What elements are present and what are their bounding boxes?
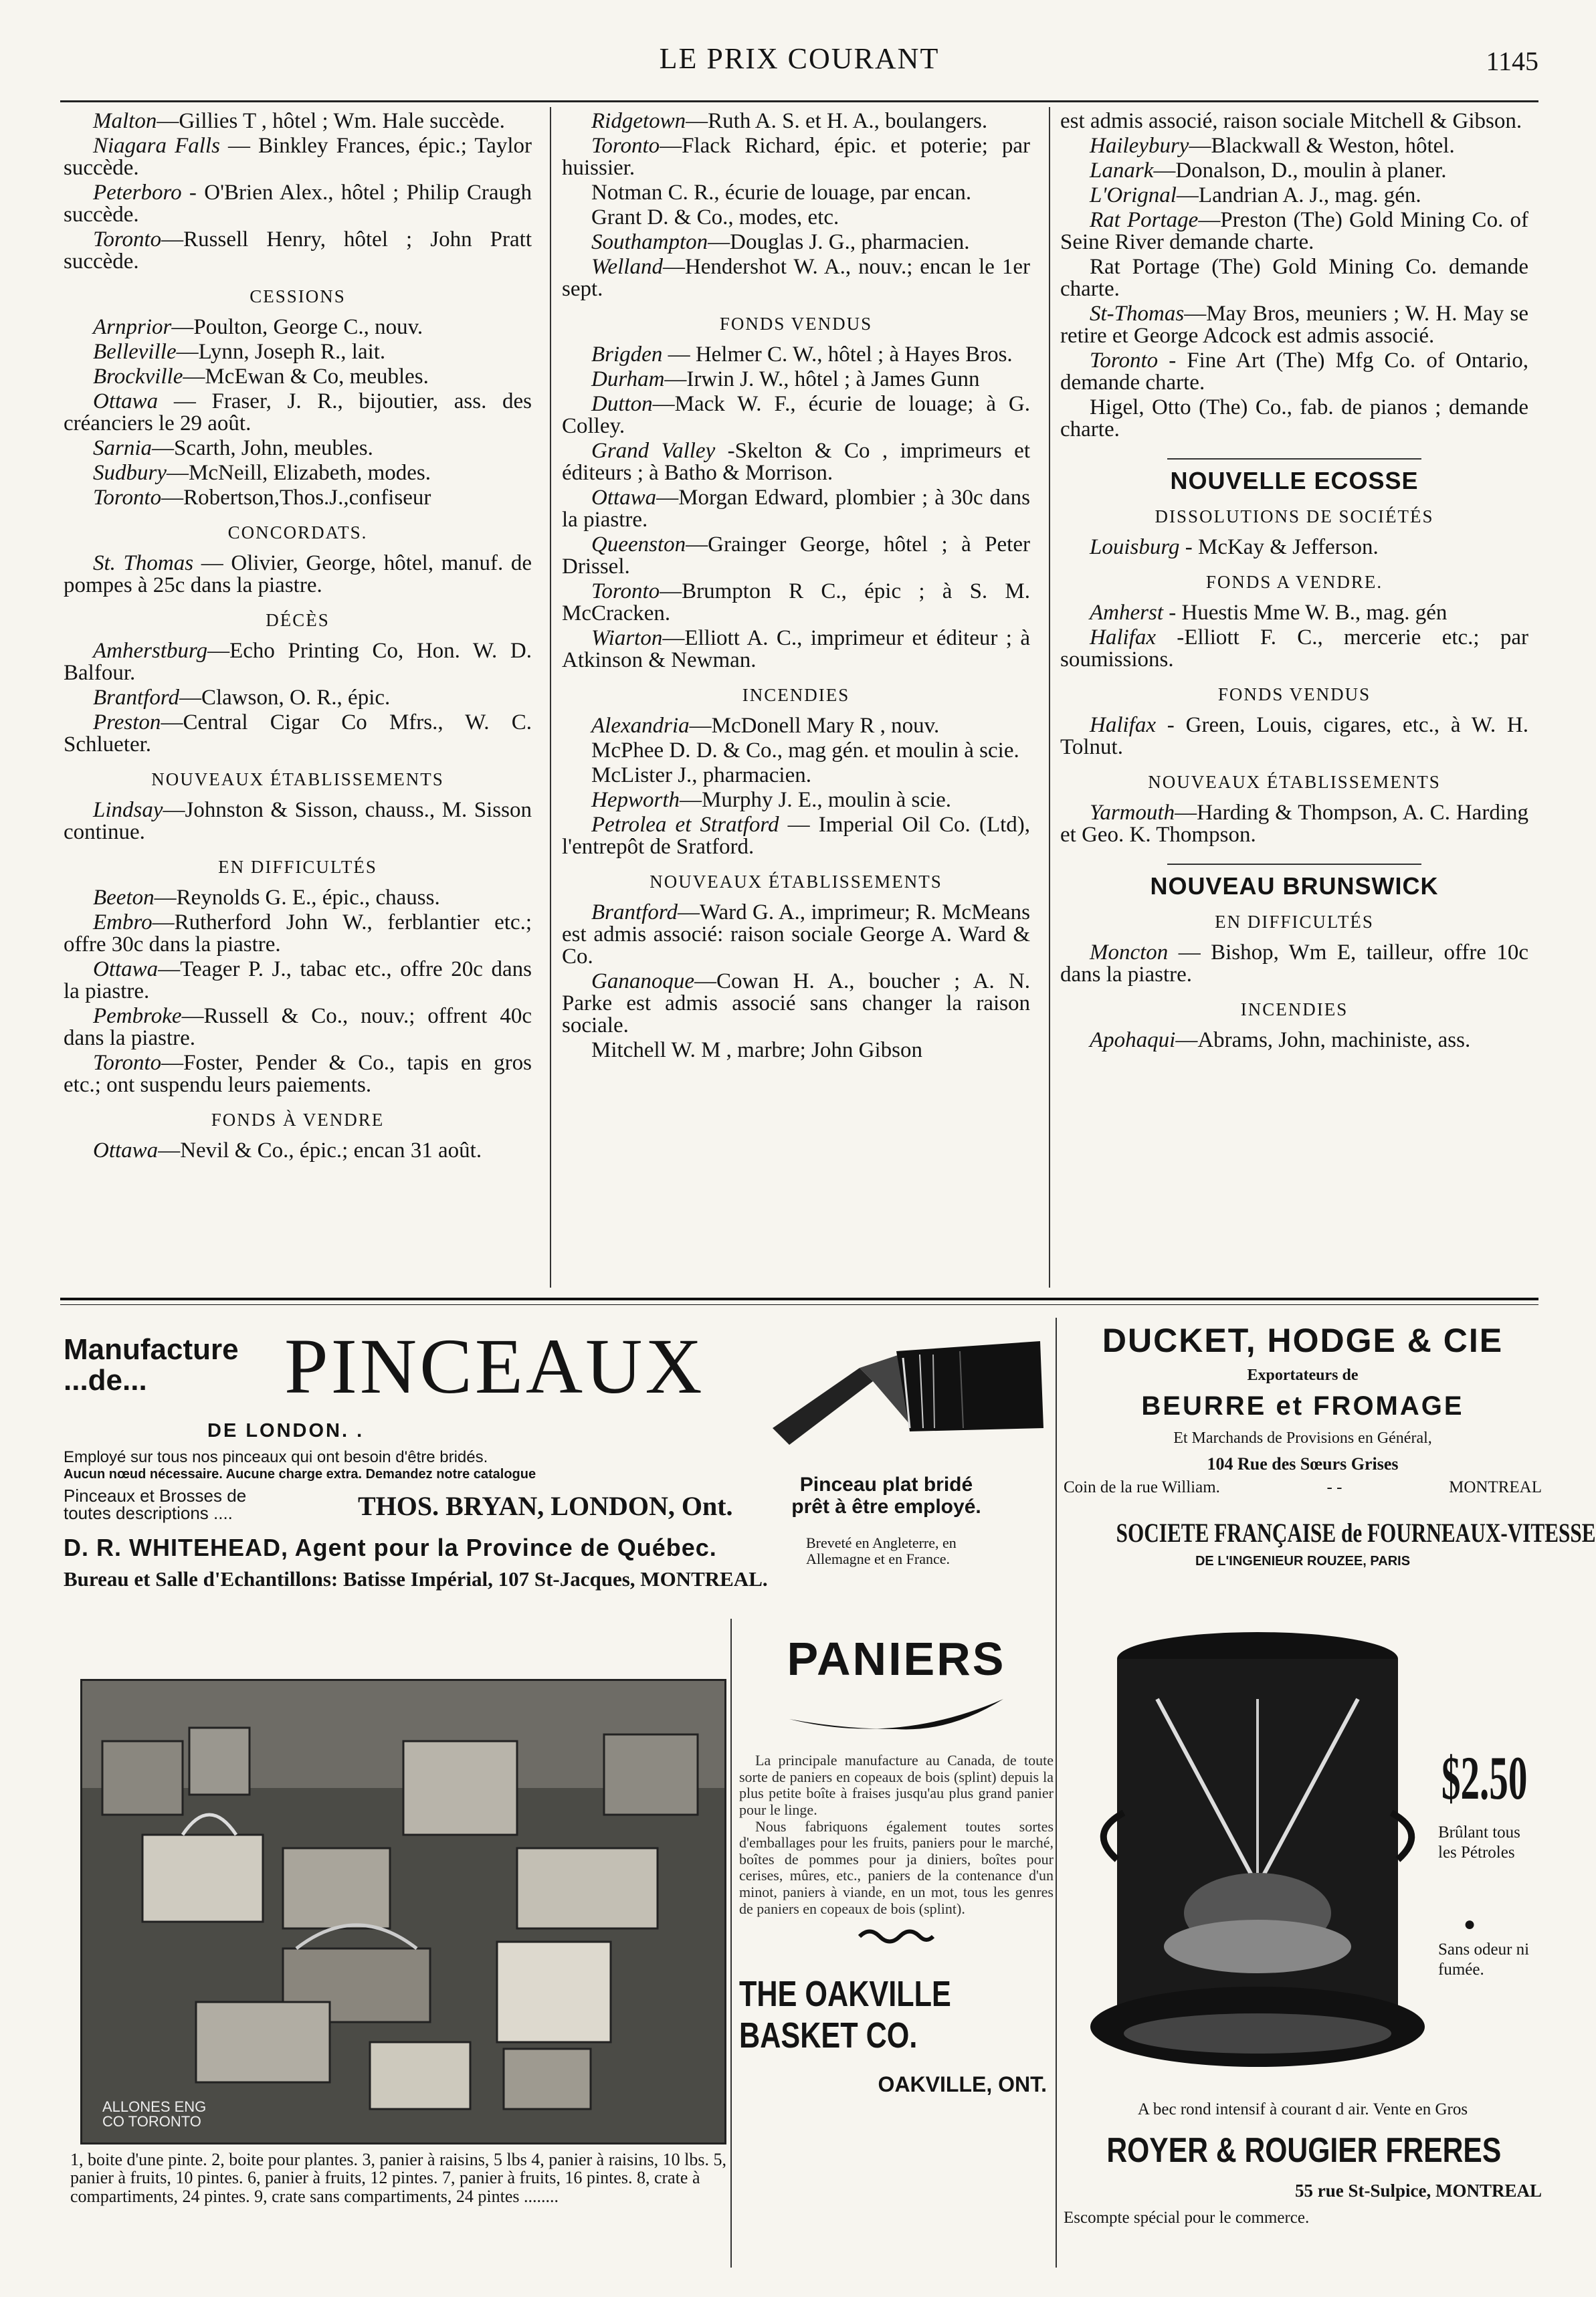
place-name: Louisburg	[1090, 535, 1180, 559]
pinceaux-line3b: toutes descriptions ....	[64, 1503, 233, 1523]
ad-divider	[1056, 1318, 1057, 2268]
province-heading-text: NOUVELLE ECOSSE	[1170, 467, 1419, 494]
notice-entry	[562, 344, 1030, 366]
notice-text: —May Bros, meuniers ; W. H. May se retire et George Adcock est admis associé.	[1060, 302, 1528, 348]
place-name: Ottawa	[93, 1138, 159, 1163]
photo-credit: ALLONES ENG CO TORONTO	[102, 2098, 207, 2130]
stove-feature1: Brûlant tous les Pétroles	[1438, 1823, 1520, 1862]
section-heading: EN DIFFICULTÉS	[218, 857, 377, 877]
london-label: DE LONDON. .	[207, 1420, 365, 1441]
notice-entry	[64, 1005, 532, 1050]
place-name: Gananoque	[591, 969, 694, 993]
place-name: St. Thomas	[93, 551, 194, 575]
place-name: Wiarton	[591, 626, 663, 650]
place-name: Arnprior	[93, 315, 172, 339]
brush-caption	[746, 1474, 1027, 1518]
paniers-text2: Nous fabriquons également toutes sortes d'emballages pour les fruits, paniers pour le marché, boîtes de pommes pour ja diniers, boîtes pour cerises, mûres, etc., paniers de la contenance d'un minot, paniers à viande, en un mot, tous les genres de paniers en copeaux de bois (splint).	[739, 1817, 1054, 1917]
notice-entry	[562, 902, 1030, 968]
notice-entry	[64, 391, 532, 435]
notice-entry	[562, 231, 1030, 254]
place-name: L'Orignal	[1090, 183, 1177, 207]
notice-entry	[64, 110, 532, 132]
place-name: Toronto	[93, 486, 162, 510]
plat-line2: prêt à être employé.	[791, 1496, 981, 1518]
place-name: Grand Valley	[591, 439, 716, 463]
notice-text: —Poulton, George C., nouv.	[171, 315, 423, 339]
societe-title: SOCIETE FRANÇAISE de FOURNEAUX-VITESSE	[1116, 1518, 1596, 1548]
section-heading: CESSIONS	[250, 286, 346, 306]
notice-entry	[562, 740, 1030, 762]
place-name: Toronto	[591, 134, 660, 158]
place-name: Niagara Falls	[93, 134, 220, 158]
notice-text: —McNeill, Elizabeth, modes.	[167, 461, 431, 485]
place-name: Durham	[591, 367, 665, 391]
company-line1: THE OAKVILLE	[739, 1974, 951, 2015]
heading-rule	[1167, 458, 1421, 460]
place-name: Lindsay	[93, 798, 163, 822]
column-divider	[1049, 107, 1050, 1288]
place-name: Beeton	[93, 886, 155, 910]
notice-text: —Johnston & Sisson, chauss., M. Sisson continue.	[64, 798, 532, 844]
notice-text: —Robertson,Thos.J.,confiseur	[161, 486, 431, 510]
place-name: St-Thomas	[1090, 302, 1185, 326]
section-heading: FONDS VENDUS	[1217, 684, 1371, 704]
notice-entry	[64, 462, 532, 484]
notice-text: McLister J., pharmacien.	[591, 763, 811, 787]
de-label: ...de...	[64, 1364, 147, 1397]
place-name: Lanark	[1090, 159, 1154, 183]
notice-entry	[562, 765, 1030, 787]
place-name: Toronto	[93, 1051, 162, 1075]
notice-text: — Imperial Oil Co. (Ltd), l'entrepôt de Sratford.	[562, 813, 1030, 859]
notice-entry	[562, 971, 1030, 1037]
ad-royer-rougier	[1064, 1632, 1542, 2268]
place-name: Ottawa	[591, 486, 657, 510]
notice-entry	[1060, 397, 1528, 441]
place-name: Malton	[93, 110, 157, 133]
column-left	[64, 110, 532, 1288]
place-name: Sarnia	[93, 436, 153, 460]
notice-text: — Binkley Frances, épic.; Taylor succède.	[64, 134, 532, 180]
notice-text: —Blackwall & Weston, hôtel.	[1189, 134, 1455, 158]
ads-separator	[60, 1298, 1538, 1300]
section-heading: INCENDIES	[1240, 999, 1349, 1019]
section-heading: EN DIFFICULTÉS	[1215, 912, 1374, 932]
bec-line: A bec rond intensif à courant d air. Vente en Gros	[1137, 2100, 1468, 2118]
notice-entry	[64, 687, 532, 709]
place-name: Brantford	[93, 686, 179, 710]
notice-entry	[64, 1140, 532, 1162]
notice-entry	[562, 182, 1030, 204]
notice-text: — Helmer C. W., hôtel ; à Hayes Bros.	[662, 342, 1013, 367]
notice-text: —Flack Richard, épic. et poterie; par huissier.	[562, 134, 1030, 180]
notice-entry	[1060, 209, 1528, 254]
notice-entry	[64, 229, 532, 273]
bullet-dot: ●	[1464, 1913, 1476, 1935]
notice-entry	[64, 487, 532, 509]
notice-entry	[64, 135, 532, 179]
notice-entry	[64, 553, 532, 597]
notice-entry	[64, 959, 532, 1003]
agent-line: D. R. WHITEHEAD, Agent pour la Province de Québec.	[64, 1534, 717, 1561]
notice-text: —McEwan & Co, meubles.	[183, 365, 429, 389]
notice-entry	[1060, 350, 1528, 394]
place-name: Embro	[93, 910, 153, 934]
section-heading: NOUVEAUX ÉTABLISSEMENTS	[151, 769, 444, 789]
pinceaux-line1: Employé sur tous nos pinceaux qui ont besoin d'être bridés.	[64, 1448, 488, 1466]
brevet-note	[806, 1535, 957, 1567]
notice-text: — Bishop, Wm E, tailleur, offre 10c dans la piastre.	[1060, 940, 1528, 987]
notice-text: - Fine Art (The) Mfg Co. of Ontario, demande charte.	[1060, 348, 1528, 395]
notice-text: - Huestis Mme W. B., mag. gén	[1163, 601, 1448, 625]
ad-pinceaux-manufacture	[64, 1334, 239, 1396]
notice-entry	[1060, 1029, 1528, 1052]
ad-paniers	[739, 1632, 1054, 2268]
ad-divider	[730, 1619, 732, 2268]
notice-entry	[562, 110, 1030, 132]
notice-text: - Green, Louis, cigares, etc., à W. H. Tolnut.	[1060, 713, 1528, 759]
journal-title: LE PRIX COURANT	[659, 42, 940, 75]
oakville-city: OAKVILLE, ONT.	[878, 2072, 1047, 2097]
ad-pinceaux	[64, 1321, 1047, 1609]
notice-entry	[562, 581, 1030, 625]
notice-entry	[1060, 602, 1528, 624]
notice-text: est admis associé, raison sociale Mitchell & Gibson.	[1060, 110, 1522, 133]
header-rule	[60, 100, 1538, 102]
notice-entry	[562, 135, 1030, 179]
notice-entry	[64, 640, 532, 684]
notice-text: Notman C. R., écurie de louage, par encan.	[591, 181, 972, 205]
escompte-line: Escompte spécial pour le commerce.	[1064, 2209, 1310, 2227]
place-name: Yarmouth	[1090, 801, 1175, 825]
page-number: 1145	[1486, 46, 1538, 76]
notice-entry	[562, 627, 1030, 672]
pinceaux-title: PINCEAUX	[284, 1322, 705, 1410]
royer-address: 55 rue St-Sulpice, MONTREAL	[1294, 2181, 1542, 2201]
baskets-photo	[80, 1679, 726, 2144]
notice-entry	[1060, 942, 1528, 986]
notice-text: —Landrian A. J., mag. gén.	[1176, 183, 1421, 207]
page-header	[60, 41, 1538, 88]
notice-entry	[562, 369, 1030, 391]
notice-text: —Gillies T , hôtel ; Wm. Hale succède.	[157, 110, 505, 133]
notice-text: —Elliott A. C., imprimeur et éditeur ; à Atkinson & Newman.	[562, 626, 1030, 672]
notice-text: Grant D. & Co., modes, etc.	[591, 205, 839, 229]
notice-entry	[1060, 256, 1528, 300]
notice-entry	[562, 440, 1030, 484]
notice-entry	[562, 393, 1030, 437]
notice-text: - O'Brien Alex., hôtel ; Philip Craugh succède.	[64, 181, 532, 227]
notice-entry	[562, 207, 1030, 229]
ornament	[856, 1926, 936, 1946]
heading-rule	[1167, 864, 1421, 865]
province-heading	[1060, 864, 1528, 898]
bureau-line: Bureau et Salle d'Echantillons: Batisse Impérial, 107 St-Jacques, MONTREAL.	[64, 1567, 768, 1591]
notice-entry	[562, 789, 1030, 811]
notice-entry	[64, 366, 532, 388]
price-tag: $2.50	[1441, 1744, 1528, 1812]
city-label: MONTREAL	[1449, 1478, 1542, 1496]
place-name: Brigden	[591, 342, 663, 367]
baskets-illustration	[82, 1681, 724, 2142]
notice-entry	[64, 182, 532, 226]
notice-entry	[1060, 802, 1528, 846]
ducket-title: DUCKET, HODGE & CIE	[1102, 1322, 1504, 1359]
column-divider	[550, 107, 551, 1288]
notice-text: -Skelton & Co , imprimeurs et éditeurs ; à Batho & Morrison.	[562, 439, 1030, 485]
place-name: Queenston	[591, 532, 686, 557]
section-heading: FONDS À VENDRE	[211, 1110, 385, 1130]
notice-entry	[1060, 627, 1528, 671]
notice-entry	[64, 437, 532, 460]
notice-text: —Nevil & Co., épic.; encan 31 août.	[158, 1138, 482, 1163]
column-right	[1060, 110, 1528, 1288]
place-name: Sudbury	[93, 461, 167, 485]
ads-separator-thin	[60, 1304, 1538, 1305]
beurre-fromage-label: BEURRE et FROMAGE	[1141, 1391, 1464, 1421]
place-name: Rat Portage	[1090, 208, 1199, 232]
maker-name: THOS. BRYAN, LONDON, Ont.	[358, 1491, 733, 1521]
place-name: Brantford	[591, 900, 678, 924]
notice-text: —Douglas J. G., pharmacien.	[708, 230, 970, 254]
place-name: Moncton	[1090, 940, 1169, 965]
notice-text: —Harding & Thompson, A. C. Harding et Geo. K. Thompson.	[1060, 801, 1528, 847]
place-name: Petrolea et Stratford	[591, 813, 779, 837]
province-heading	[1060, 458, 1528, 493]
photo-caption: 1, boite d'une pinte. 2, boite pour plantes. 3, panier à raisins, 5 lbs 4, panier à raisins, 10 lbs. 5, panier à fruits, 10 pintes. 6, panier à fruits, 12 pintes. 7, panier à fruits, 16 pintes. 8, crate à compartiments, 24 pintes. 9, crate sans compartiments, 24 pintes ........	[70, 2150, 726, 2206]
place-name: Amherst	[1090, 601, 1163, 625]
notice-text: —Brumpton R C., épic ; à S. M. McCracken.	[562, 579, 1030, 625]
column-middle	[562, 110, 1030, 1288]
notice-entry	[64, 341, 532, 363]
paniers-title: PANIERS	[787, 1633, 1006, 1685]
notice-entry	[1060, 160, 1528, 182]
place-name: Apohaqui	[1090, 1028, 1176, 1052]
pinceaux-line2: Aucun nœud nécessaire. Aucune charge extra. Demandez notre catalogue	[64, 1467, 536, 1482]
place-name: Alexandria	[591, 714, 690, 738]
section-heading: DISSOLUTIONS DE SOCIÉTÉS	[1155, 506, 1434, 526]
notice-text: —Donalson, D., moulin à planer.	[1153, 159, 1447, 183]
place-name: Southampton	[591, 230, 708, 254]
notice-entry	[562, 715, 1030, 737]
notice-text: —Ward G. A., imprimeur; R. McMeans est admis associé: raison sociale George A. Ward & Co.	[562, 900, 1030, 969]
brevet-line1: Breveté en Angleterre, en	[806, 1534, 957, 1551]
dash-separator: - -	[1326, 1478, 1342, 1496]
notice-text: —Morgan Edward, plombier ; à 30c dans la piastre.	[562, 486, 1030, 532]
place-name: Pembroke	[93, 1004, 182, 1028]
province-heading-text: NOUVEAU BRUNSWICK	[1150, 872, 1439, 900]
notice-entry	[1060, 110, 1528, 132]
notice-text: —Cowan H. A., boucher ; A. N. Parke est admis associé sans changer la raison sociale.	[562, 969, 1030, 1037]
notice-text: —Murphy J. E., moulin à scie.	[680, 788, 952, 812]
section-heading: FONDS A VENDRE.	[1205, 572, 1383, 592]
place-name: Brockville	[93, 365, 183, 389]
notice-text: —Clawson, O. R., épic.	[179, 686, 391, 710]
place-name: Toronto	[93, 227, 162, 252]
notice-text: —Irwin J. W., hôtel ; à James Gunn	[664, 367, 980, 391]
section-heading: INCENDIES	[742, 685, 850, 705]
swash-ornament	[783, 1692, 1010, 1739]
place-name: Peterboro	[93, 181, 182, 205]
notice-text: —Echo Printing Co, Hon. W. D. Balfour.	[64, 639, 532, 685]
place-name: Halifax	[1090, 713, 1156, 737]
notice-entry	[1060, 714, 1528, 759]
notice-entry	[1060, 185, 1528, 207]
notice-entry	[64, 1052, 532, 1096]
pinceaux-line3	[64, 1487, 246, 1522]
notice-text: —McDonell Mary R , nouv.	[689, 714, 940, 738]
notice-entry	[1060, 536, 1528, 559]
notice-text: -Elliott F. C., mercerie etc.; par soumissions.	[1060, 625, 1528, 672]
royer-name: ROYER & ROUGIER FRERES	[1106, 2131, 1502, 2170]
notice-text: McPhee D. D. & Co., mag gén. et moulin à scie.	[591, 738, 1019, 763]
notice-text: —Reynolds G. E., épic., chauss.	[154, 886, 440, 910]
notice-entry	[562, 487, 1030, 531]
notice-entry	[562, 534, 1030, 578]
notice-text: —Rutherford John W., ferblantier etc.; offre 30c dans la piastre.	[64, 910, 532, 957]
brevet-line2: Allemagne et en France.	[806, 1551, 951, 1568]
notice-text: —Russell Henry, hôtel ; John Pratt succède.	[64, 227, 532, 274]
pinceaux-line3a: Pinceaux et Brosses de	[64, 1486, 247, 1506]
place-name: Haileybury	[1090, 134, 1189, 158]
notice-text: —Preston (The) Gold Mining Co. of Seine River demande charte.	[1060, 208, 1528, 254]
ducket-corner-line	[1064, 1478, 1542, 1497]
section-heading: FONDS VENDUS	[719, 314, 873, 334]
notice-entry	[562, 256, 1030, 300]
notice-text: —Ruth A. S. et H. A., boulangers.	[686, 110, 988, 133]
notice-text: —Scarth, John, meubles.	[152, 436, 373, 460]
notice-text: Higel, Otto (The) Co., fab. de pianos ; demande charte.	[1060, 395, 1528, 441]
place-name: Amherstburg	[93, 639, 208, 663]
notice-text: —Russell & Co., nouv.; offrent 40c dans la piastre.	[64, 1004, 532, 1050]
section-heading: CONCORDATS.	[227, 522, 368, 542]
notice-entry	[64, 316, 532, 338]
notice-entry	[562, 1039, 1030, 1062]
notice-text: Rat Portage (The) Gold Mining Co. demande charte.	[1060, 255, 1528, 301]
notice-text: —Grainger George, hôtel ; à Peter Drissel.	[562, 532, 1030, 579]
notice-text: — Fraser, J. R., bijoutier, ass. des créanciers le 29 août.	[64, 389, 532, 435]
notice-text: Mitchell W. M , marbre; John Gibson	[591, 1038, 922, 1062]
notice-entry	[64, 912, 532, 956]
stove-illustration	[1064, 1632, 1438, 2094]
place-name: Toronto	[591, 579, 660, 603]
notice-text: - McKay & Jefferson.	[1179, 535, 1379, 559]
coin-label: Coin de la rue William.	[1064, 1478, 1220, 1496]
notice-entry	[562, 814, 1030, 858]
place-name: Halifax	[1090, 625, 1156, 650]
section-heading: NOUVEAUX ÉTABLISSEMENTS	[1148, 772, 1441, 792]
notice-text: —Hendershot W. A., nouv.; encan le 1er sept.	[562, 255, 1030, 301]
place-name: Ottawa	[93, 957, 159, 981]
oakville-company	[739, 1973, 991, 2056]
place-name: Welland	[591, 255, 663, 279]
place-name: Belleville	[93, 340, 177, 364]
exportateurs-label: Exportateurs de	[1247, 1367, 1359, 1384]
marchands-line: Et Marchands de Provisions en Général,	[1173, 1429, 1432, 1447]
brush-illustration	[759, 1328, 1047, 1468]
plat-line1: Pinceau plat bridé	[799, 1474, 973, 1496]
notice-entry	[1060, 303, 1528, 347]
ducket-address: 104 Rue des Sœurs Grises	[1207, 1454, 1399, 1474]
stove-feature2: Sans odeur ni fumée.	[1438, 1940, 1530, 1979]
notice-entry	[1060, 135, 1528, 157]
notice-entry	[64, 712, 532, 756]
ad-ducket-hodge	[1064, 1321, 1596, 1615]
notice-text: —Foster, Pender & Co., tapis en gros etc.; ont suspendu leurs paiements.	[64, 1051, 532, 1097]
place-name: Toronto	[1090, 348, 1159, 373]
place-name: Ridgetown	[591, 110, 686, 133]
place-name: Hepworth	[591, 788, 680, 812]
place-name: Ottawa	[93, 389, 159, 413]
company-line2: BASKET CO.	[739, 2015, 918, 2056]
manufacture-label: Manufacture	[64, 1333, 239, 1366]
notice-entry	[64, 799, 532, 843]
paniers-text1: La principale manufacture au Canada, de toute sorte de paniers en copeaux de bois (splint) depuis la plus petite boîte à fraises jusqu'au plus grand panier pour le linge.	[739, 1752, 1054, 1818]
notice-text: —Central Cigar Co Mfrs., W. C. Schlueter.	[64, 710, 532, 757]
notice-entry	[64, 887, 532, 909]
place-name: Dutton	[591, 392, 653, 416]
section-heading: DÉCÈS	[266, 610, 330, 630]
ingenieur-label: DE L'INGENIEUR ROUZEE, PARIS	[1195, 1554, 1411, 1569]
notice-text: — Olivier, George, hôtel, manuf. de pompes à 25c dans la piastre.	[64, 551, 532, 597]
notice-text: —Abrams, John, machiniste, ass.	[1175, 1028, 1471, 1052]
place-name: Preston	[93, 710, 161, 734]
notice-text: —Teager P. J., tabac etc., offre 20c dans la piastre.	[64, 957, 532, 1003]
notice-text: —Lynn, Joseph R., lait.	[176, 340, 386, 364]
section-heading: NOUVEAUX ÉTABLISSEMENTS	[650, 872, 942, 892]
notice-text: —Mack W. F., écurie de louage; à G. Colley.	[562, 392, 1030, 438]
